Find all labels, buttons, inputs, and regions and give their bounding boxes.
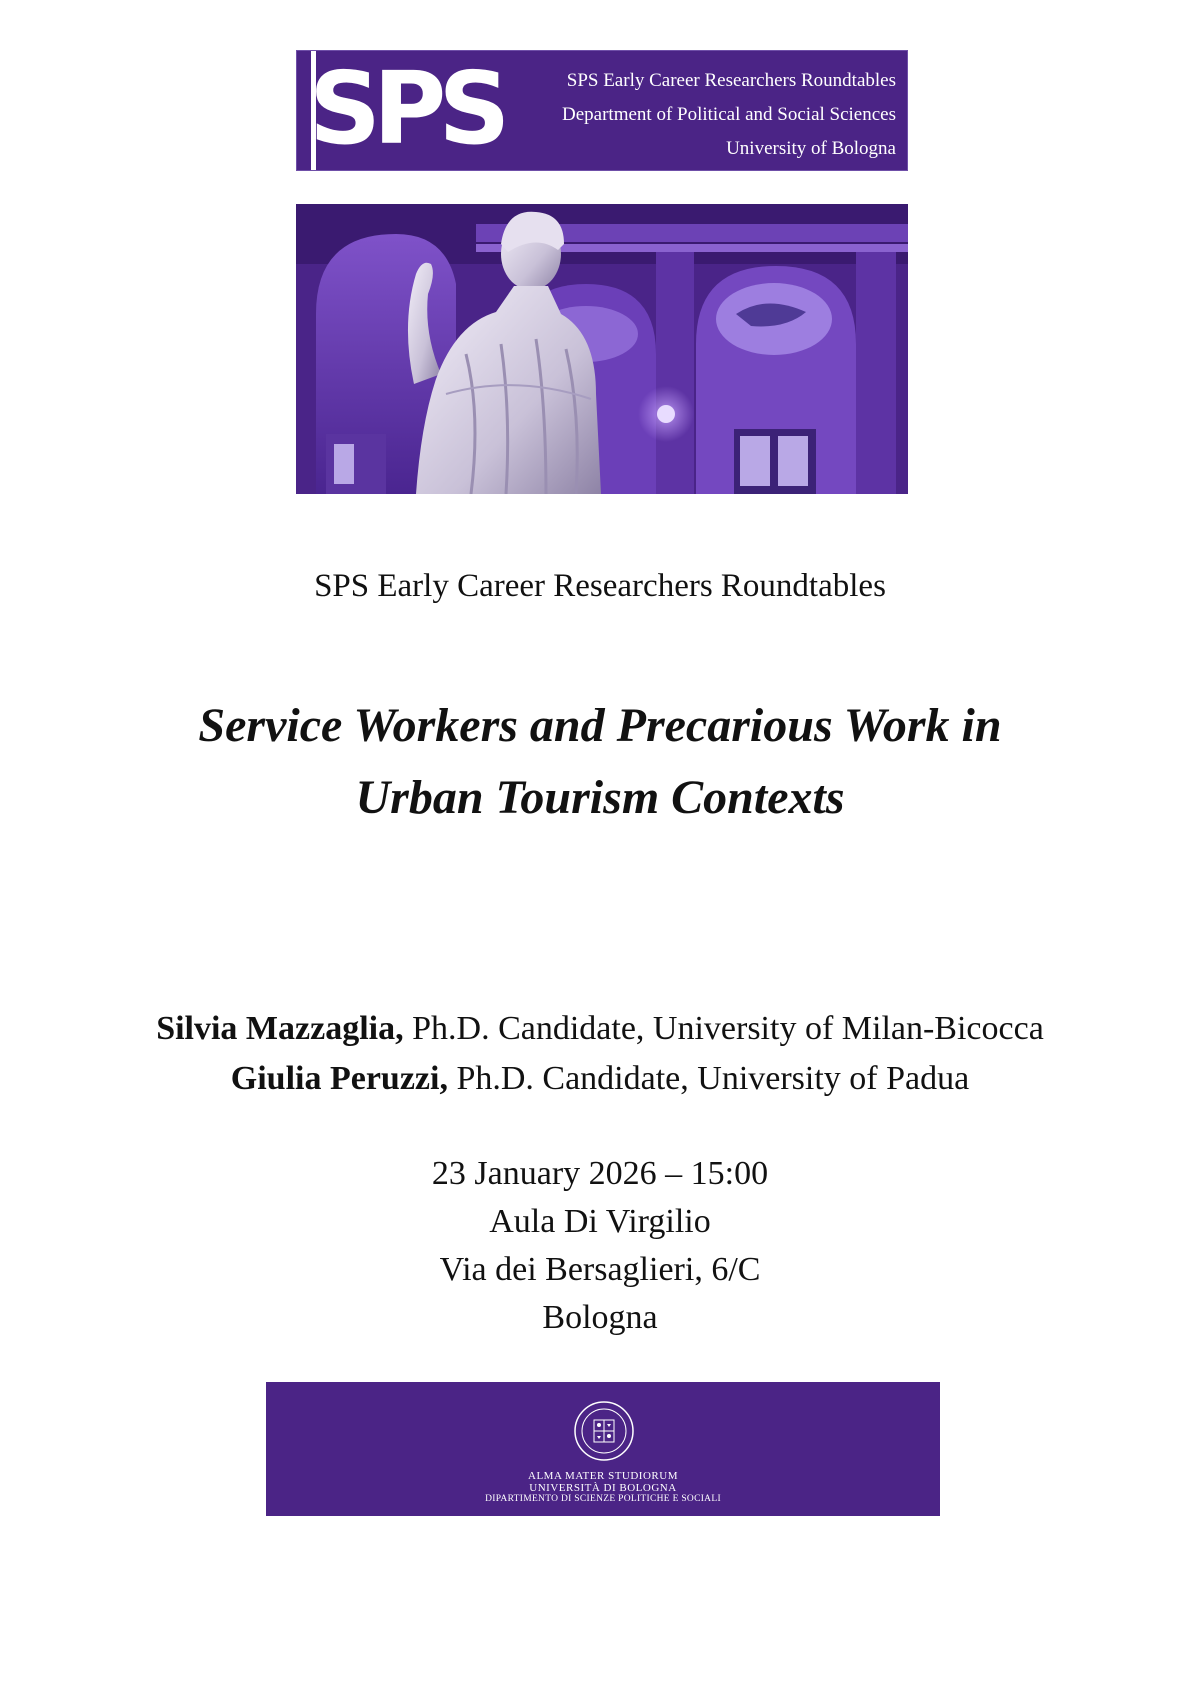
talk-title-line-2: Urban Tourism Contexts <box>355 771 845 824</box>
speaker-name: Silvia Mazzaglia, <box>156 1010 404 1047</box>
speaker-affiliation: Ph.D. Candidate, University of Padua <box>447 1060 970 1097</box>
sps-logo <box>297 50 503 171</box>
header-line-department: Department of Political and Social Sciences <box>562 104 896 125</box>
talk-title <box>0 690 1200 834</box>
footer-banner <box>266 1382 940 1516</box>
header-line-university: University of Bologna <box>726 138 896 159</box>
event-address: Via dei Bersaglieri, 6/C <box>439 1251 761 1288</box>
university-seal-icon <box>573 1400 635 1462</box>
event-room: Aula Di Virgilio <box>489 1203 711 1240</box>
footer-line-department: DIPARTIMENTO DI SCIENZE POLITICHE E SOCIALI <box>485 1494 721 1504</box>
speaker-affiliation: Ph.D. Candidate, University of Milan-Bicocca <box>403 1010 1044 1047</box>
speakers-list <box>0 1004 1200 1104</box>
header-text-block <box>562 64 896 166</box>
speaker-name: Giulia Peruzzi, <box>230 1060 448 1097</box>
speaker-entry <box>0 1054 1200 1104</box>
header-line-series: SPS Early Career Researchers Roundtables <box>566 70 896 91</box>
event-datetime: 23 January 2026 – 15:00 <box>431 1155 769 1192</box>
header-banner <box>296 50 908 171</box>
event-details <box>0 1150 1200 1342</box>
series-title: SPS Early Career Researchers Roundtables <box>314 568 886 604</box>
speaker-entry <box>0 1004 1200 1054</box>
event-city: Bologna <box>542 1299 658 1336</box>
footer-line-university: UNIVERSITÀ DI BOLOGNA <box>529 1482 677 1494</box>
statue-in-hall-image <box>296 204 908 494</box>
talk-title-line-1: Service Workers and Precarious Work in <box>198 699 1002 752</box>
logo-text: SPS <box>309 50 503 167</box>
footer-line-alma-mater: ALMA MATER STUDIORUM <box>528 1470 678 1482</box>
